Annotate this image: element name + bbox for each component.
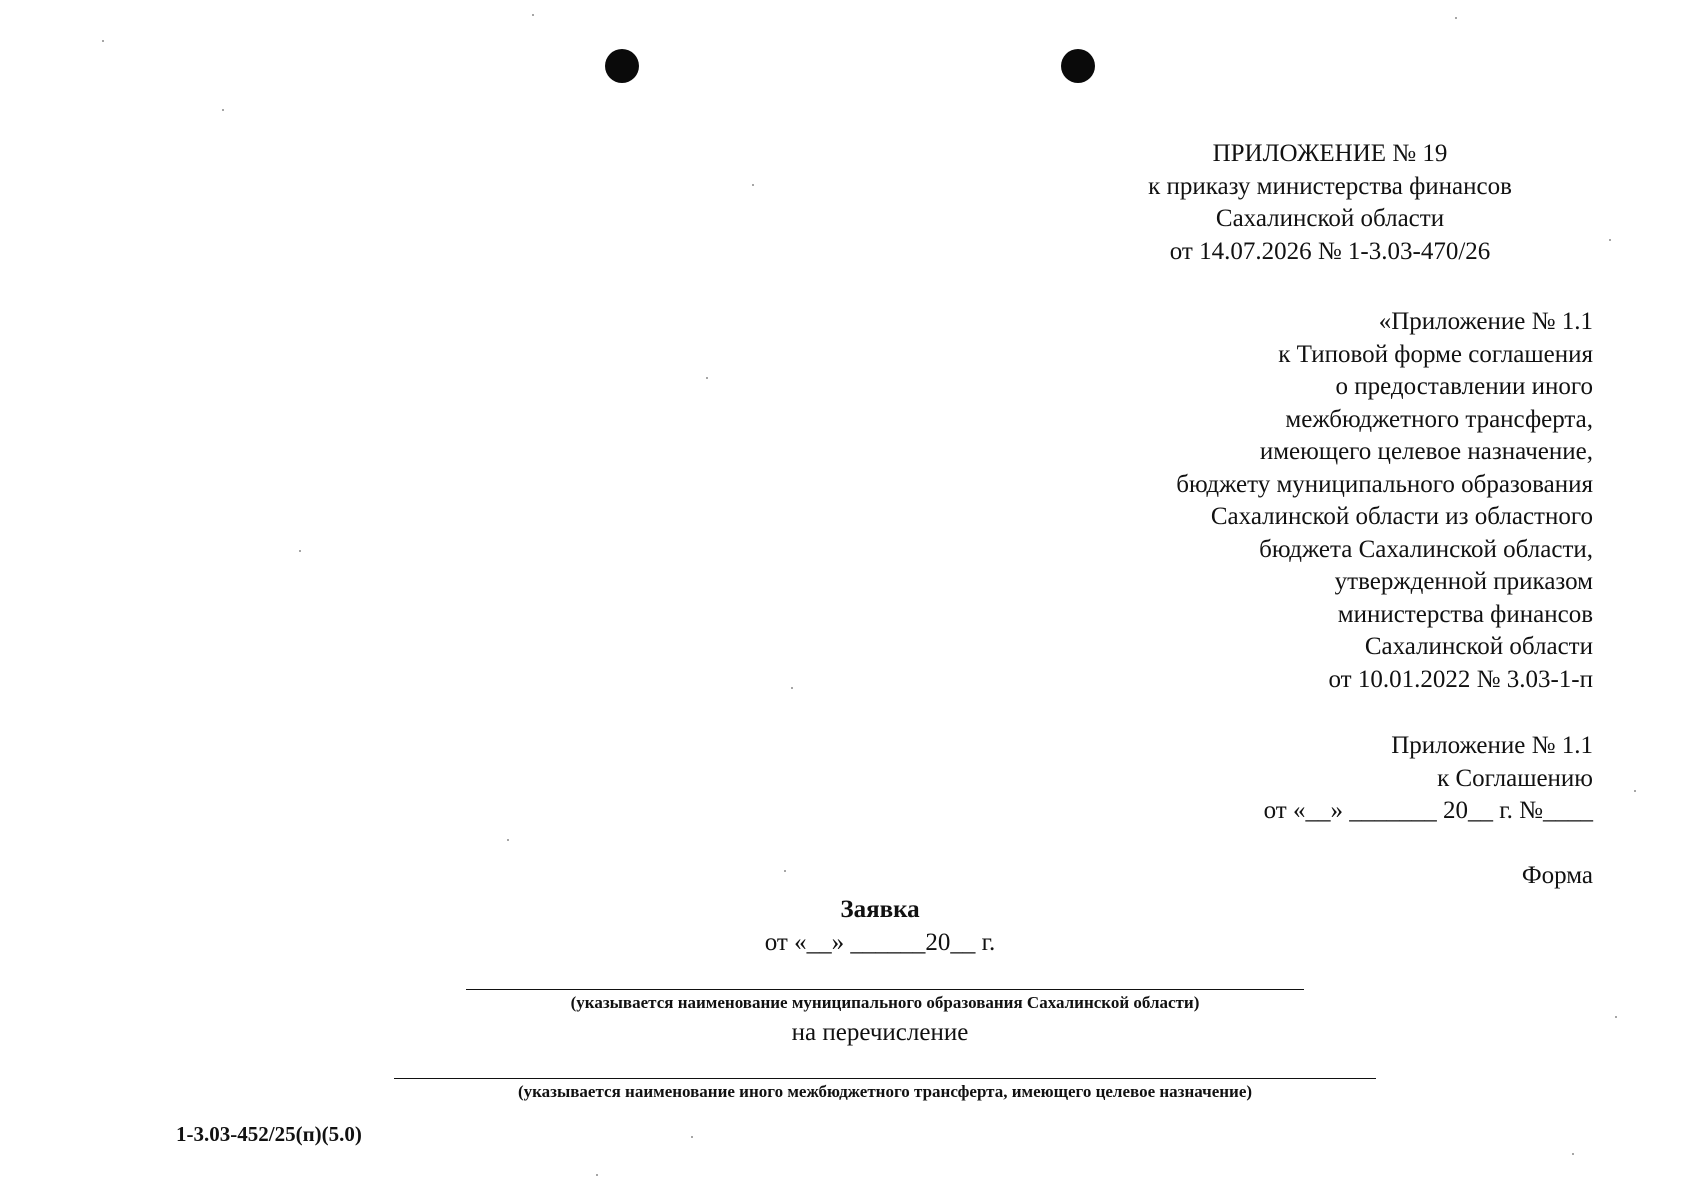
- appendix-1-1-line: бюджету муниципального образования: [1176, 470, 1593, 498]
- request-heading: [660, 893, 1100, 959]
- transfer-name-field-line: [394, 1078, 1376, 1079]
- appendix-19-region: Сахалинской области: [1215, 205, 1445, 232]
- appendix-19-title: ПРИЛОЖЕНИЕ № 19: [1212, 140, 1448, 167]
- appendix-1-1-line: министерства финансов: [1337, 600, 1593, 628]
- scan-speck: [791, 687, 793, 689]
- punch-hole-right: [1061, 49, 1095, 83]
- appendix-1-1-line: «Приложение № 1.1: [1378, 308, 1593, 335]
- scan-speck: [299, 550, 301, 552]
- appendix-1-1-line: имеющего целевое назначение,: [1259, 438, 1593, 465]
- appendix-1-1-line: Сахалинской области из областного: [1210, 503, 1593, 530]
- appendix-1-1-header: [973, 306, 1593, 696]
- scan-speck: [752, 184, 754, 186]
- punch-hole-left: [605, 49, 639, 83]
- scan-speck: [1615, 1016, 1617, 1018]
- appendix-1-1-line: о предоставлении иного: [1335, 373, 1593, 400]
- agreement-appendix-ref: к Соглашению: [1437, 764, 1593, 792]
- appendix-19-order-ref: к приказу министерства финансов: [1148, 172, 1512, 200]
- appendix-1-1-line: межбюджетного трансферта,: [1285, 405, 1593, 433]
- scan-speck: [222, 109, 224, 111]
- appendix-19-header: [1080, 138, 1580, 268]
- scan-speck: [102, 40, 104, 42]
- appendix-1-1-line: бюджета Сахалинской области,: [1259, 535, 1593, 563]
- agreement-appendix-header: [1073, 730, 1593, 828]
- scan-speck: [1572, 1153, 1574, 1155]
- scan-speck: [532, 14, 534, 16]
- request-title: Заявка: [840, 896, 920, 923]
- appendix-1-1-line: утвержденной приказом: [1334, 568, 1593, 595]
- scan-speck: [784, 870, 786, 872]
- agreement-appendix-date-number: от «__» _______ 20__ г. №____: [1263, 797, 1593, 824]
- document-code: 1-3.03-452/25(п)(5.0): [176, 1122, 362, 1146]
- scan-speck: [1609, 239, 1611, 241]
- request-date-line: от «__» ______20__ г.: [764, 929, 996, 956]
- scan-speck: [691, 1136, 693, 1138]
- appendix-1-1-line: Сахалинской области: [1364, 633, 1593, 660]
- scan-speck: [1455, 17, 1457, 19]
- scan-speck: [596, 1174, 598, 1176]
- municipality-name-field-line: [466, 989, 1304, 990]
- agreement-appendix-title: Приложение № 1.1: [1391, 732, 1593, 759]
- scan-speck: [1634, 790, 1636, 792]
- transfer-label: на перечисление: [791, 1019, 969, 1046]
- scan-speck: [507, 839, 509, 841]
- transfer-name-caption: (указывается наименование иного межбюджетного трансферта, имеющего целевое назначение): [517, 1082, 1253, 1101]
- scan-speck: [706, 377, 708, 379]
- appendix-19-date-number: от 14.07.2026 № 1-3.03-470/26: [1169, 237, 1491, 265]
- municipality-name-caption: (указывается наименование муниципального образования Сахалинской области): [570, 993, 1200, 1012]
- appendix-1-1-line: к Типовой форме соглашения: [1278, 340, 1593, 368]
- appendix-1-1-line: от 10.01.2022 № 3.03-1-п: [1328, 665, 1593, 693]
- form-label: Форма: [1521, 862, 1593, 889]
